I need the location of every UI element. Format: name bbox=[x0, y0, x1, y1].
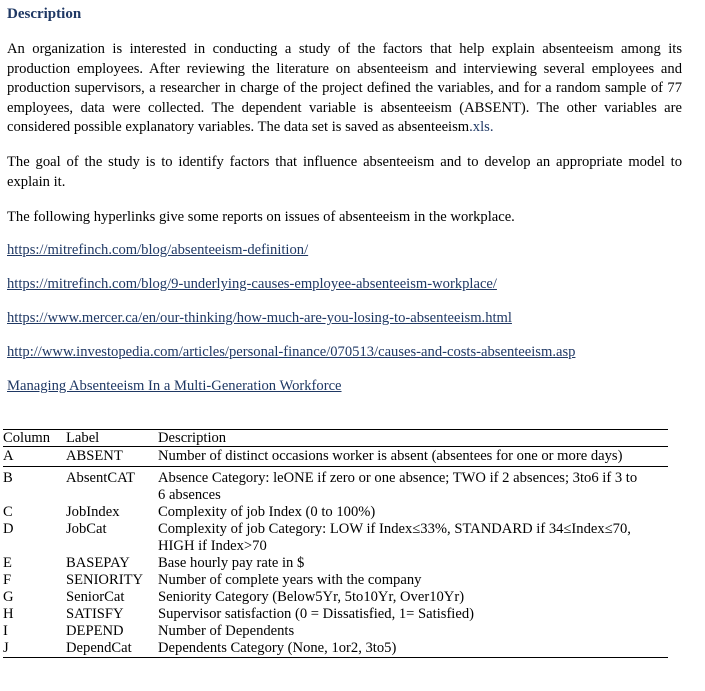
section-heading: Description bbox=[7, 6, 82, 22]
table-row-label: DEPEND bbox=[66, 623, 124, 639]
table-row-col: C bbox=[3, 504, 13, 520]
table-row-desc-cont: 6 absences bbox=[158, 487, 221, 503]
links-intro: The following hyperlinks give some reports on issues of absenteeism in the workplace. bbox=[7, 209, 515, 225]
table-row-label: SENIORITY bbox=[66, 572, 144, 588]
table-row-col: E bbox=[3, 555, 12, 571]
table-row-desc: Number of distinct occasions worker is absent (absentees for one or more days) bbox=[158, 448, 623, 464]
table-row-label: BASEPAY bbox=[66, 555, 130, 571]
link-mercer-losing[interactable]: https://www.mercer.ca/en/our-thinking/how-much-are-you-losing-to-absenteeism.html bbox=[7, 310, 512, 326]
table-row-label: JobCat bbox=[66, 521, 107, 537]
table-row-desc: Seniority Category (Below5Yr, 5to10Yr, Over10Yr) bbox=[158, 589, 465, 605]
table-row-col: I bbox=[3, 623, 8, 639]
table-row-label: AbsentCAT bbox=[66, 470, 135, 486]
goal-paragraph: The goal of the study is to identify factors that influence absenteeism and to develop an appropriate model to explain it. bbox=[7, 154, 682, 190]
table-row-col: A bbox=[3, 448, 14, 464]
table-row-label: ABSENT bbox=[66, 448, 123, 464]
table-top-rule bbox=[3, 429, 668, 430]
header-label: Label bbox=[66, 430, 100, 446]
header-column: Column bbox=[3, 430, 51, 446]
table-row-desc: Absence Category: leONE if zero or one absence; TWO if 2 absences; 3to6 if 3 to bbox=[158, 470, 638, 486]
intro-text: An organization is interested in conducting a study of the factors that help explain absenteeism among its production employees. After reviewing the literature on absenteeism and interviewing several employees and production supervisors, a researcher in charge of the project defined the variables, and for a random sample of 77 employees, data were collected. The dependent variable is absenteeism (ABSENT). The other variables are considered possible explanatory variables. The data set is saved as absenteeism bbox=[7, 41, 682, 135]
table-row-col: D bbox=[3, 521, 14, 537]
link-absenteeism-definition[interactable]: https://mitrefinch.com/blog/absenteeism-definition/ bbox=[7, 242, 309, 258]
table-row-desc: Number of Dependents bbox=[158, 623, 295, 639]
table-row-desc: Dependents Category (None, 1or2, 3to5) bbox=[158, 640, 397, 656]
table-row-desc: Complexity of job Index (0 to 100%) bbox=[158, 504, 376, 520]
table-row-label: JobIndex bbox=[66, 504, 120, 520]
table-row-col: B bbox=[3, 470, 13, 486]
table-row-col: H bbox=[3, 606, 14, 622]
link-multi-generation[interactable]: Managing Absenteeism In a Multi-Generation Workforce bbox=[7, 378, 342, 394]
header-description: Description bbox=[158, 430, 227, 446]
table-row-desc: Base hourly pay rate in $ bbox=[158, 555, 305, 571]
table-row-desc: Number of complete years with the company bbox=[158, 572, 422, 588]
table-row-label: DependCat bbox=[66, 640, 132, 656]
table-row-label: SATISFY bbox=[66, 606, 124, 622]
table-row-label: SeniorCat bbox=[66, 589, 125, 605]
link-underlying-causes[interactable]: https://mitrefinch.com/blog/9-underlying-causes-employee-absenteeism-workplace/ bbox=[7, 276, 497, 292]
table-row-desc-cont: HIGH if Index>70 bbox=[158, 538, 267, 554]
table-row-col: J bbox=[3, 640, 9, 656]
header-rule bbox=[3, 446, 668, 447]
intro-paragraph bbox=[7, 40, 682, 138]
file-extension: .xls. bbox=[469, 119, 494, 135]
link-investopedia-costs[interactable]: http://www.investopedia.com/articles/personal-finance/070513/causes-and-costs-absenteeism.asp bbox=[7, 344, 576, 360]
row-rule bbox=[3, 466, 668, 467]
table-row-col: G bbox=[3, 589, 14, 605]
table-row-desc: Complexity of job Category: LOW if Index≤33%, STANDARD if 34≤Index≤70, bbox=[158, 521, 631, 537]
table-bottom-rule bbox=[3, 657, 668, 658]
table-row-desc: Supervisor satisfaction (0 = Dissatisfied, 1= Satisfied) bbox=[158, 606, 474, 622]
table-row-col: F bbox=[3, 572, 12, 588]
